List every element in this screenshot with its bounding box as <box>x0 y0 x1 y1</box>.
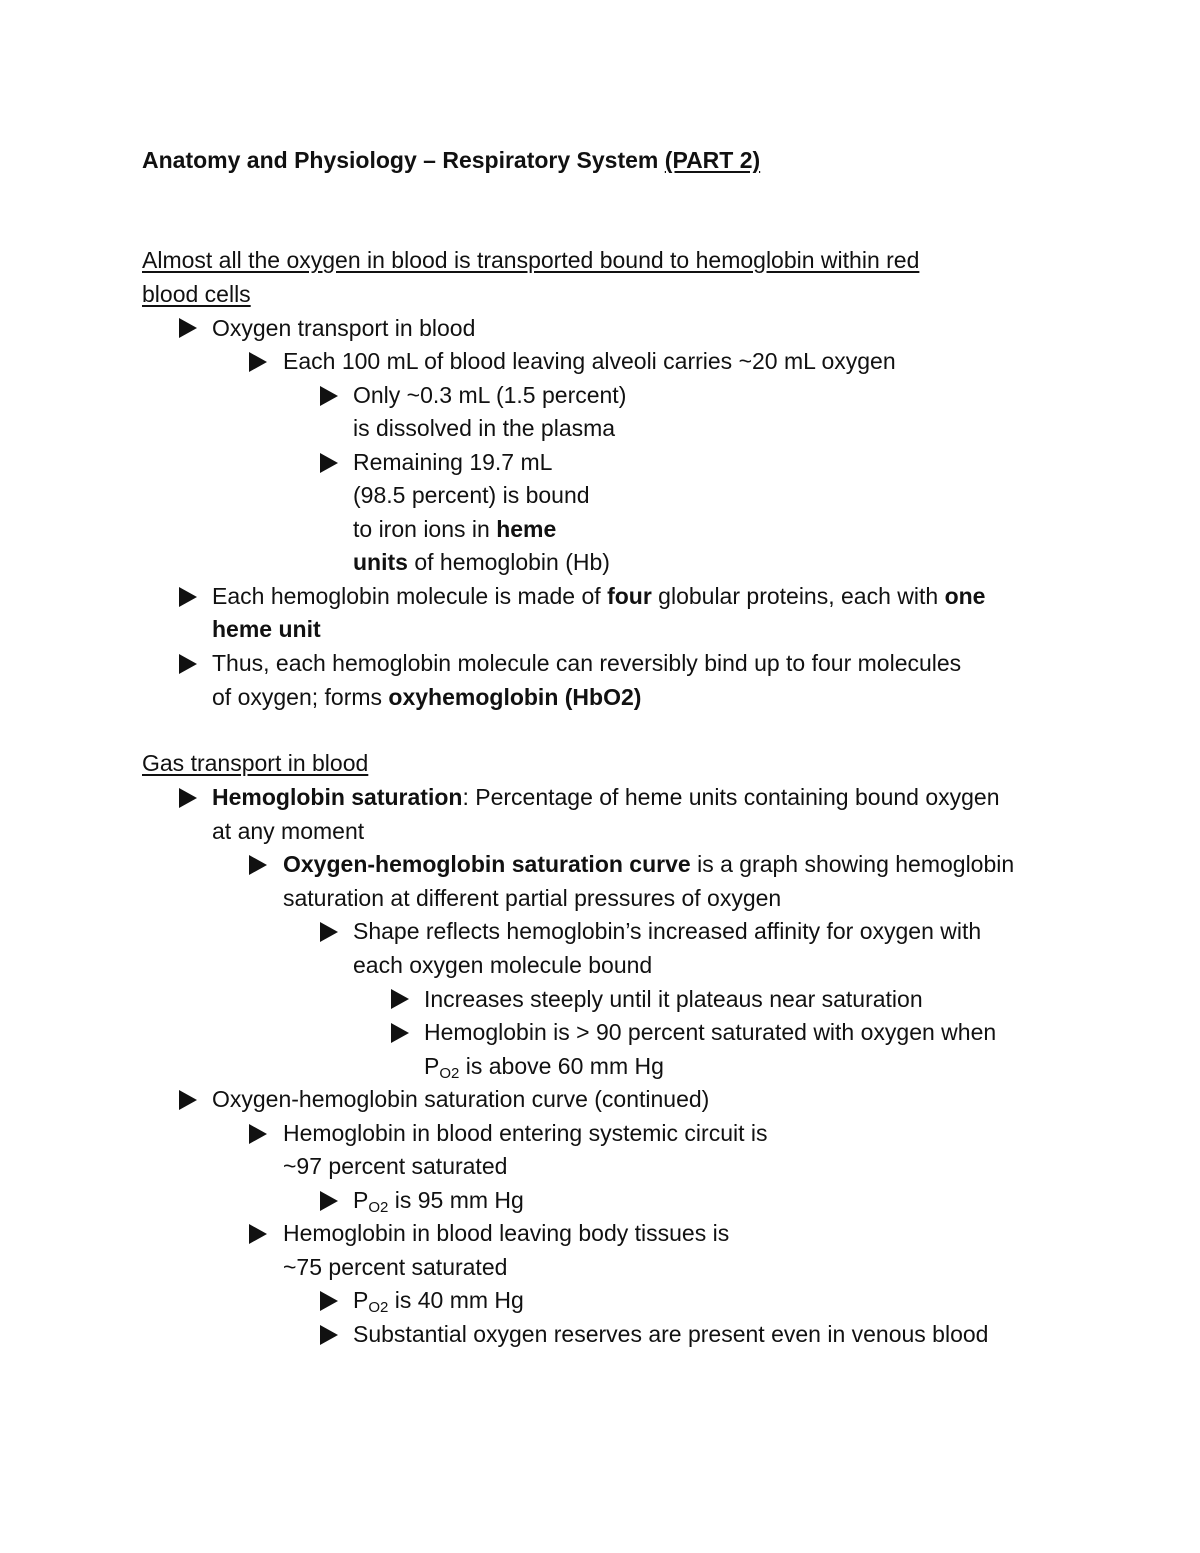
bullet-arrow-icon <box>320 1191 338 1211</box>
section1-heading-line2: blood cells <box>142 281 251 307</box>
list-item: Only ~0.3 mL (1.5 percent) <box>353 382 627 408</box>
bullet-arrow-icon <box>179 1090 197 1110</box>
text-run: is above 60 mm Hg <box>459 1053 664 1079</box>
bullet-arrow-icon <box>391 989 409 1009</box>
list-item <box>212 581 985 611</box>
text-run: of hemoglobin (Hb) <box>407 549 610 575</box>
list-item-continuation: ~97 percent saturated <box>283 1153 508 1179</box>
list-item-continuation <box>424 1051 664 1081</box>
bullet-arrow-icon <box>179 318 197 338</box>
bullet-arrow-icon <box>249 855 267 875</box>
bold-term: four <box>607 583 652 609</box>
subscript: O2 <box>368 1299 389 1316</box>
bold-term: one <box>944 583 986 609</box>
list-item-continuation <box>353 514 556 544</box>
list-item-continuation: (98.5 percent) is bound <box>353 482 590 508</box>
list-item <box>353 1185 524 1215</box>
title-main: Anatomy and Physiology – Respiratory System <box>142 147 659 173</box>
bullet-arrow-icon <box>249 352 267 372</box>
list-item: Substantial oxygen reserves are present even in venous blood <box>353 1321 989 1347</box>
text-run: : Percentage of heme units containing bound oxygen <box>462 784 1000 810</box>
list-item: Thus, each hemoglobin molecule can reversibly bind up to four molecules <box>212 650 962 676</box>
bullet-arrow-icon <box>179 587 197 607</box>
subscript: O2 <box>439 1065 460 1082</box>
text-run: globular proteins, each with <box>651 583 945 609</box>
section1-heading-line1: Almost all the oxygen in blood is transported bound to hemoglobin within red <box>142 247 920 273</box>
bullet-arrow-icon <box>320 922 338 942</box>
bullet-arrow-icon <box>320 386 338 406</box>
bullet-arrow-icon <box>179 788 197 808</box>
subscript: O2 <box>368 1199 389 1216</box>
text-run: is 95 mm Hg <box>388 1187 524 1213</box>
text-run: of oxygen; forms <box>212 684 389 710</box>
list-item-continuation: at any moment <box>212 818 365 844</box>
bullet-arrow-icon <box>249 1124 267 1144</box>
text-run: is a graph showing hemoglobin <box>690 851 1015 877</box>
list-item <box>353 1285 524 1315</box>
bold-term: Hemoglobin saturation <box>212 784 463 810</box>
list-item <box>212 782 1000 812</box>
text-run: P <box>353 1187 369 1213</box>
list-item: Hemoglobin in blood entering systemic circuit is <box>283 1120 768 1146</box>
list-item: Remaining 19.7 mL <box>353 449 553 475</box>
text-run: to iron ions in <box>353 516 497 542</box>
list-item-continuation <box>353 547 610 577</box>
bold-term: Oxygen-hemoglobin saturation curve <box>283 851 691 877</box>
list-item-continuation: is dissolved in the plasma <box>353 415 616 441</box>
list-item-continuation <box>212 614 321 644</box>
list-item-continuation: ~75 percent saturated <box>283 1254 508 1280</box>
text-run: P <box>353 1287 369 1313</box>
bullet-arrow-icon <box>391 1023 409 1043</box>
bullet-arrow-icon <box>320 1291 338 1311</box>
text-run: P <box>424 1053 440 1079</box>
bold-term: heme unit <box>212 616 321 642</box>
text-run: Each hemoglobin molecule is made of <box>212 583 608 609</box>
bullet-arrow-icon <box>249 1224 267 1244</box>
list-item <box>283 849 1014 879</box>
list-item-continuation <box>212 682 641 712</box>
bold-term: units <box>353 549 408 575</box>
bold-term: oxyhemoglobin (HbO2) <box>388 684 642 710</box>
list-item-continuation: saturation at different partial pressures of oxygen <box>283 885 782 911</box>
section2-heading: Gas transport in blood <box>142 750 369 776</box>
bullet-arrow-icon <box>179 654 197 674</box>
list-item: Shape reflects hemoglobin’s increased affinity for oxygen with <box>353 918 982 944</box>
title-part: (PART 2) <box>664 147 761 173</box>
text-run: is 40 mm Hg <box>388 1287 524 1313</box>
bold-term: heme <box>496 516 557 542</box>
bullet-arrow-icon <box>320 1325 338 1345</box>
list-item: Oxygen-hemoglobin saturation curve (continued) <box>212 1086 710 1112</box>
list-item: Oxygen transport in blood <box>212 315 476 341</box>
page-title <box>142 145 760 175</box>
bullet-arrow-icon <box>320 453 338 473</box>
list-item: Hemoglobin is > 90 percent saturated with oxygen when <box>424 1019 997 1045</box>
list-item: Each 100 mL of blood leaving alveoli carries ~20 mL oxygen <box>283 348 896 374</box>
list-item: Increases steeply until it plateaus near saturation <box>424 986 923 1012</box>
list-item: Hemoglobin in blood leaving body tissues is <box>283 1220 730 1246</box>
list-item-continuation: each oxygen molecule bound <box>353 952 653 978</box>
